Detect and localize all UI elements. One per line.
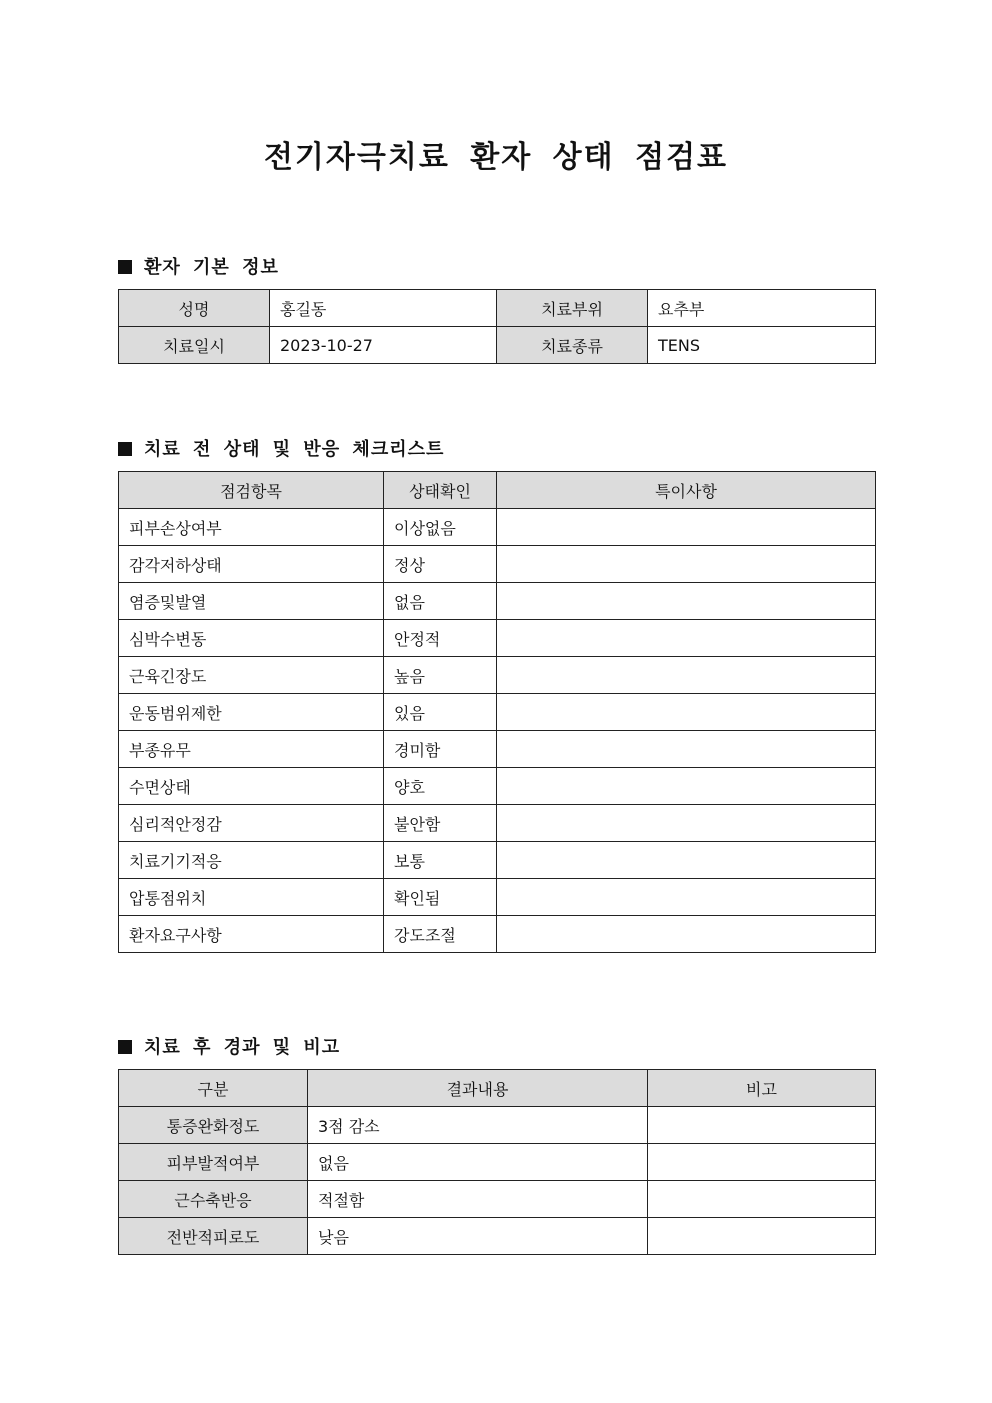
check-note[interactable]	[497, 657, 876, 694]
check-status: 불안함	[384, 805, 497, 842]
column-header: 비고	[648, 1070, 876, 1107]
table-row	[119, 1107, 876, 1144]
result-content: 3점 감소	[308, 1107, 648, 1144]
check-note[interactable]	[497, 694, 876, 731]
table-row	[119, 916, 876, 953]
check-item: 근육긴장도	[119, 657, 384, 694]
check-note[interactable]	[497, 805, 876, 842]
table-row	[119, 731, 876, 768]
table-row	[119, 620, 876, 657]
check-item: 부종유무	[119, 731, 384, 768]
field-label: 성명	[119, 290, 270, 327]
table-row	[119, 805, 876, 842]
field-value: TENS	[648, 327, 876, 364]
check-status: 있음	[384, 694, 497, 731]
check-status: 안정적	[384, 620, 497, 657]
check-note[interactable]	[497, 583, 876, 620]
section-heading-checklist	[118, 435, 444, 461]
check-status: 경미함	[384, 731, 497, 768]
section-heading-text: 치료 후 경과 및 비고	[144, 1037, 341, 1058]
check-status: 확인됨	[384, 879, 497, 916]
square-bullet-icon	[118, 1040, 132, 1054]
check-item: 환자요구사항	[119, 916, 384, 953]
table-row	[119, 290, 876, 327]
square-bullet-icon	[118, 260, 132, 274]
check-note[interactable]	[497, 509, 876, 546]
check-item: 피부손상여부	[119, 509, 384, 546]
result-remark[interactable]	[648, 1181, 876, 1218]
field-label: 치료일시	[119, 327, 270, 364]
check-item: 심박수변동	[119, 620, 384, 657]
section-heading-text: 환자 기본 정보	[144, 257, 279, 278]
table-row	[119, 546, 876, 583]
check-note[interactable]	[497, 916, 876, 953]
field-label: 치료부위	[497, 290, 648, 327]
column-header: 점검항목	[119, 472, 384, 509]
check-status: 정상	[384, 546, 497, 583]
result-content: 적절함	[308, 1181, 648, 1218]
basic-info-table	[118, 289, 876, 364]
check-item: 운동범위제한	[119, 694, 384, 731]
check-status: 없음	[384, 583, 497, 620]
column-header: 구분	[119, 1070, 308, 1107]
table-row	[119, 509, 876, 546]
result-content: 없음	[308, 1144, 648, 1181]
check-note[interactable]	[497, 620, 876, 657]
table-row	[119, 1218, 876, 1255]
field-label: 치료종류	[497, 327, 648, 364]
result-remark[interactable]	[648, 1218, 876, 1255]
check-item: 심리적안정감	[119, 805, 384, 842]
result-category: 통증완화정도	[119, 1107, 308, 1144]
check-note[interactable]	[497, 768, 876, 805]
checklist-table	[118, 471, 876, 953]
table-row	[119, 1181, 876, 1218]
field-value: 요추부	[648, 290, 876, 327]
check-status: 강도조절	[384, 916, 497, 953]
result-category: 근수축반응	[119, 1181, 308, 1218]
check-status: 보통	[384, 842, 497, 879]
result-remark[interactable]	[648, 1107, 876, 1144]
result-category: 전반적피로도	[119, 1218, 308, 1255]
result-content: 낮음	[308, 1218, 648, 1255]
table-row	[119, 879, 876, 916]
results-table	[118, 1069, 876, 1255]
check-note[interactable]	[497, 842, 876, 879]
square-bullet-icon	[118, 442, 132, 456]
section-heading-basic-info	[118, 253, 279, 279]
column-header: 결과내용	[308, 1070, 648, 1107]
check-note[interactable]	[497, 731, 876, 768]
table-row	[119, 1144, 876, 1181]
section-heading-text: 치료 전 상태 및 반응 체크리스트	[144, 439, 445, 460]
column-header: 상태확인	[384, 472, 497, 509]
column-header: 특이사항	[497, 472, 876, 509]
table-row	[119, 327, 876, 364]
check-item: 치료기기적응	[119, 842, 384, 879]
table-row	[119, 842, 876, 879]
check-item: 감각저하상태	[119, 546, 384, 583]
table-row	[119, 694, 876, 731]
check-note[interactable]	[497, 879, 876, 916]
check-item: 압통점위치	[119, 879, 384, 916]
check-item: 염증및발열	[119, 583, 384, 620]
document-title: 전기자극치료 환자 상태 점검표	[263, 140, 729, 175]
check-status: 이상없음	[384, 509, 497, 546]
table-row	[119, 657, 876, 694]
check-item: 수면상태	[119, 768, 384, 805]
field-value: 홍길동	[270, 290, 497, 327]
check-note[interactable]	[497, 546, 876, 583]
check-status: 높음	[384, 657, 497, 694]
table-row	[119, 583, 876, 620]
check-status: 양호	[384, 768, 497, 805]
section-heading-results	[118, 1033, 340, 1059]
table-row	[119, 768, 876, 805]
field-value: 2023-10-27	[270, 327, 497, 364]
result-category: 피부발적여부	[119, 1144, 308, 1181]
result-remark[interactable]	[648, 1144, 876, 1181]
